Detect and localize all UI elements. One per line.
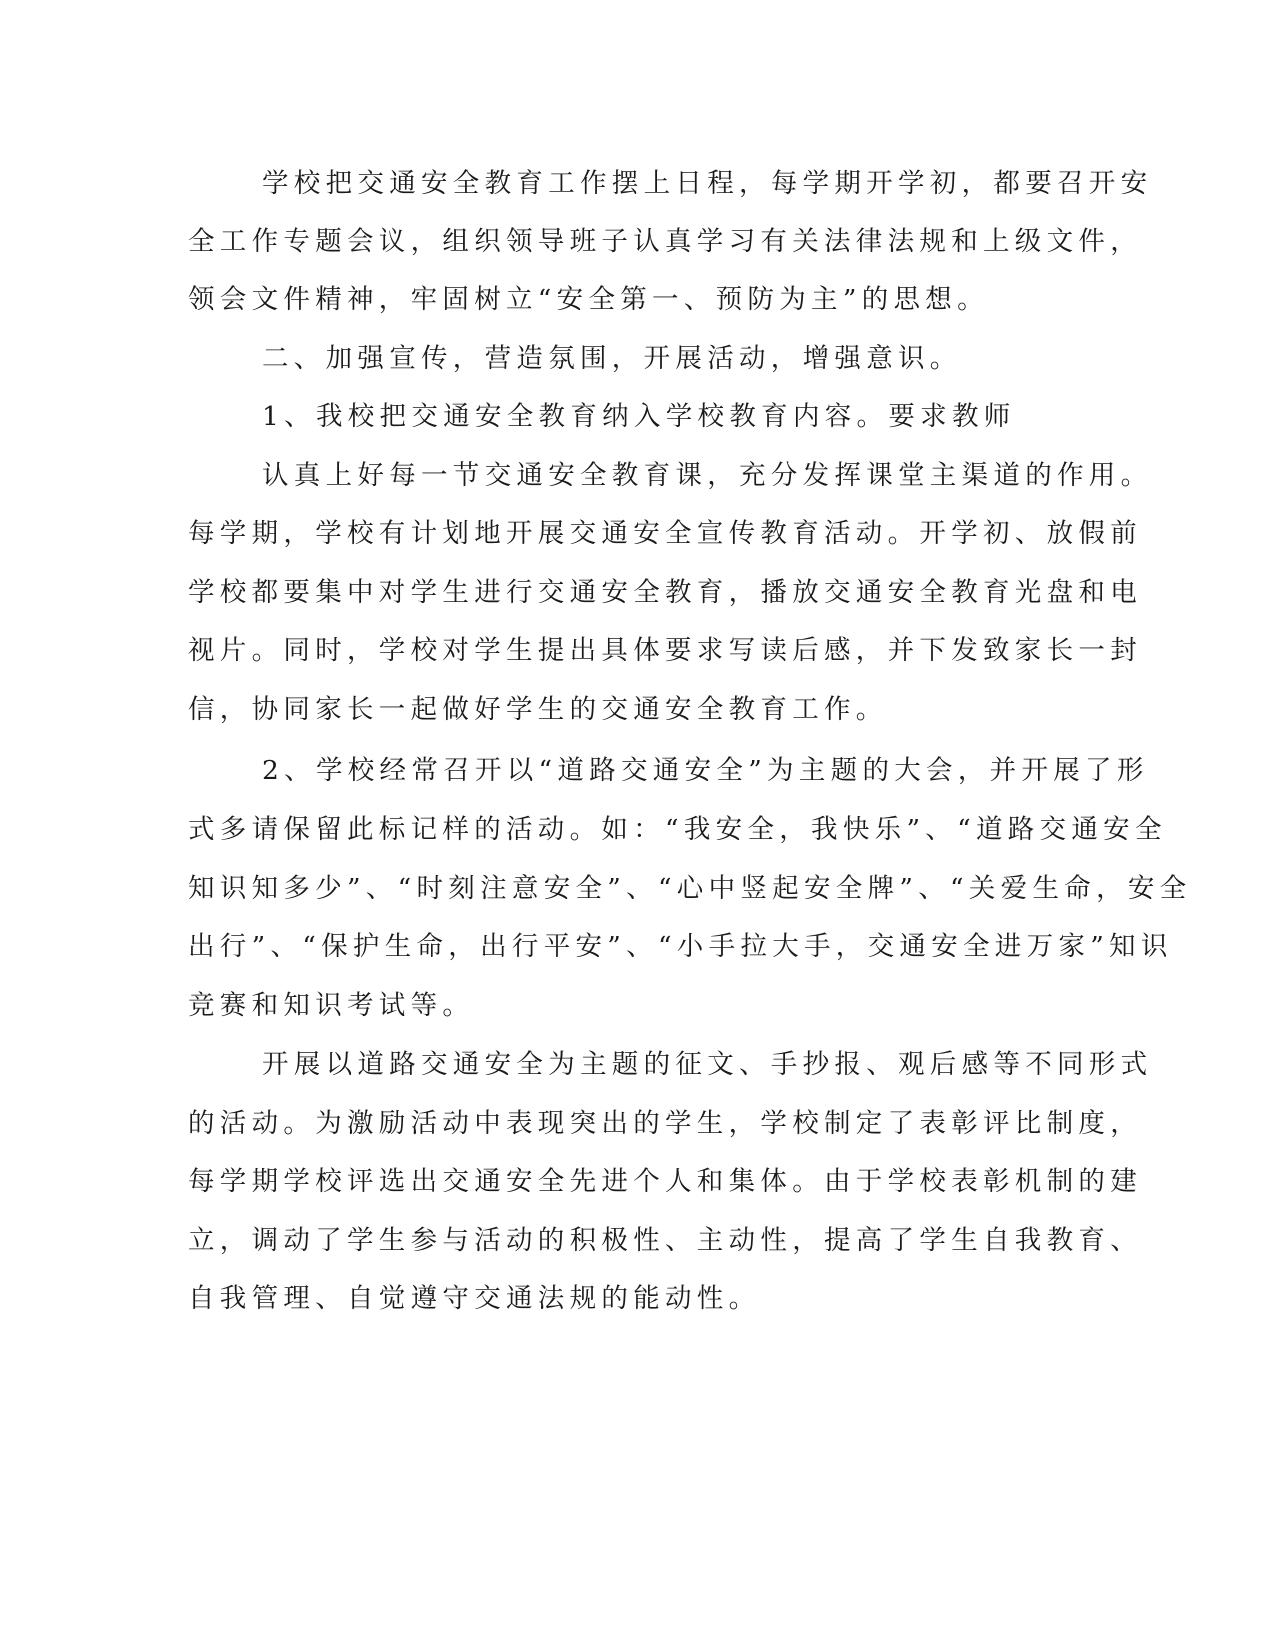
paragraph-3-line-4: 视片。同时，学校对学生提出具体要求写读后感，并下发致家长一封: [188, 635, 1142, 666]
paragraph-1-line-1: 学校把交通安全教育工作摆上日程，每学期开学初，都要召开安: [262, 168, 1153, 199]
paragraph-3-line-5: 信，协同家长一起做好学生的交通安全教育工作。: [188, 694, 888, 725]
paragraph-1-line-3: 领会文件精神，牢固树立“安全第一、预防为主”的思想。: [188, 284, 989, 315]
section-heading-2: 二、加强宣传，营造氛围，开展活动，增强意识。: [262, 343, 962, 374]
paragraph-3-line-3: 学校都要集中对学生进行交通安全教育，播放交通安全教育光盘和电: [188, 577, 1142, 608]
paragraph-5-line-3: 每学期学校评选出交通安全先进个人和集体。由于学校表彰机制的建: [188, 1166, 1142, 1197]
paragraph-5-line-4: 立，调动了学生参与活动的积极性、主动性，提高了学生自我教育、: [188, 1225, 1142, 1256]
paragraph-2-line-1: 1、我校把交通安全教育纳入学校教育内容。要求教师: [262, 401, 1016, 432]
paragraph-4-line-2: 式多请保留此标记样的活动。如：“我安全，我快乐”、“道路交通安全: [188, 814, 1167, 845]
paragraph-5-line-5: 自我管理、自觉遵守交通法规的能动性。: [188, 1283, 761, 1314]
paragraph-1-line-2: 全工作专题会议，组织领导班子认真学习有关法律法规和上级文件，: [188, 226, 1142, 257]
paragraph-4-line-3: 知识知多少”、“时刻注意安全”、“心中竖起安全牌”、“关爱生命，安全: [188, 873, 1192, 904]
paragraph-3-line-2: 每学期，学校有计划地开展交通安全宣传教育活动。开学初、放假前: [188, 518, 1142, 549]
paragraph-4-line-5: 竞赛和知识考试等。: [188, 990, 475, 1021]
paragraph-3-line-1: 认真上好每一节交通安全教育课，充分发挥课堂主渠道的作用。: [262, 460, 1153, 491]
paragraph-5-line-1: 开展以道路交通安全为主题的征文、手抄报、观后感等不同形式: [262, 1049, 1153, 1080]
paragraph-4-line-4: 出行”、“保护生命，出行平安”、“小手拉大手，交通安全进万家”知识: [188, 931, 1173, 962]
paragraph-4-line-1: 2、学校经常召开以“道路交通安全”为主题的大会，并开展了形: [262, 755, 1149, 786]
paragraph-5-line-2: 的活动。为激励活动中表现突出的学生，学校制定了表彰评比制度，: [188, 1108, 1142, 1139]
